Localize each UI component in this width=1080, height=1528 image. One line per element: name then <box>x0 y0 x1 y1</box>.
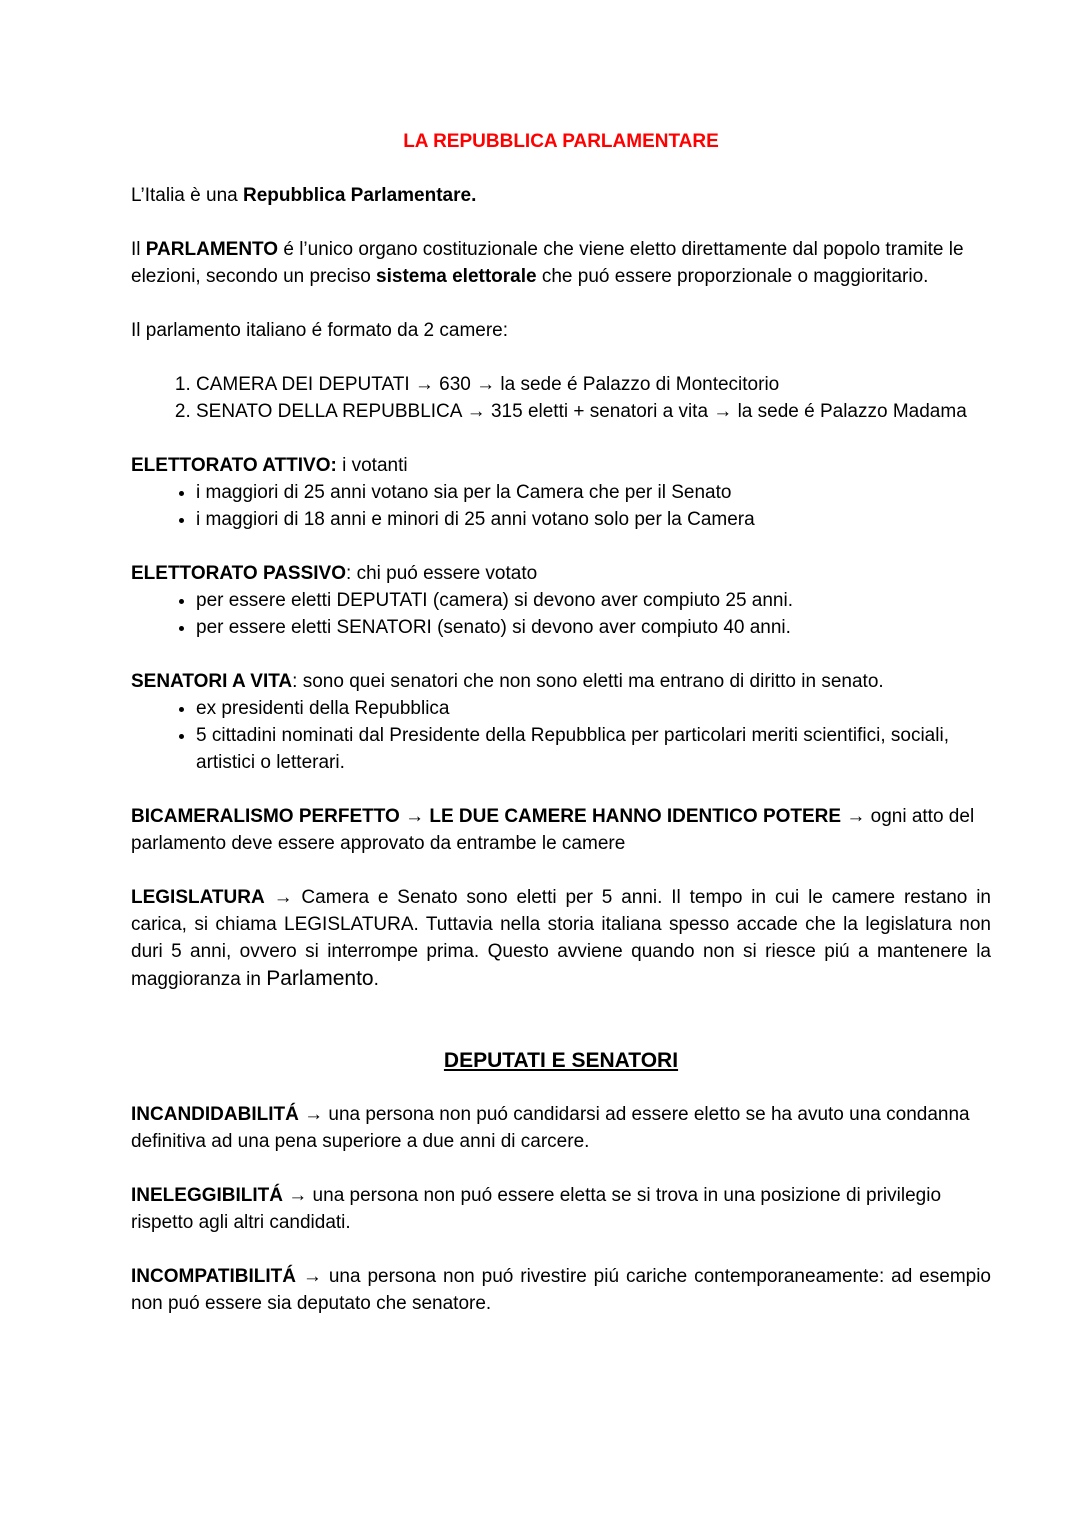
attivo-heading <box>131 452 991 479</box>
incompatibilita-text: → una persona non puó rivestire piú cariche contemporaneamente: ad esempio non puó essere sia deputato che senatore. <box>131 1266 991 1314</box>
camere-list <box>131 371 991 425</box>
document-page <box>131 128 991 1317</box>
attivo-text: i votanti <box>336 455 408 476</box>
camere-intro: Il parlamento italiano é formato da 2 camere: <box>131 320 509 341</box>
passivo-text: : chi puó essere votato <box>346 563 538 584</box>
incandidabilita-text: → una persona non puó candidarsi ad essere eletto se ha avuto una condanna definitiva ad una pena superiore a due anni di carcere. <box>131 1104 970 1152</box>
passivo-heading <box>131 560 991 587</box>
ineleggibilita-paragraph <box>131 1182 991 1236</box>
parlamento-post: che puó essere proporzionale o maggioritario. <box>536 266 929 287</box>
incompatibilita-paragraph <box>131 1263 991 1317</box>
attivo-list <box>131 479 991 533</box>
incandidabilita-label: INCANDIDABILITÁ <box>131 1104 299 1125</box>
parlamento-paragraph <box>131 236 991 290</box>
intro-paragraph <box>131 182 991 209</box>
legislatura-last-word: Parlamento <box>266 967 374 990</box>
passivo-label: ELETTORATO PASSIVO <box>131 563 347 584</box>
sistema-elettorale-bold: sistema elettorale <box>376 266 537 287</box>
list-item: 2. SENATO DELLA REPUBBLICA → 315 eletti + senatori a vita → la sede é Palazzo Madama <box>196 398 991 425</box>
legislatura-label: LEGISLATURA <box>131 887 265 908</box>
list-item: • i maggiori di 25 anni votano sia per la Camera che per il Senato <box>196 479 991 506</box>
legislatura-end: . <box>373 969 379 990</box>
parlamento-pre: Il <box>131 239 146 260</box>
incompatibilita-label: INCOMPATIBILITÁ <box>131 1266 296 1287</box>
list-item: • per essere eletti SENATORI (senato) si devono aver compiuto 40 anni. <box>196 614 991 641</box>
senatori-vita-heading <box>131 668 991 695</box>
section-title: DEPUTATI E SENATORI <box>443 1049 679 1072</box>
list-item: • 5 cittadini nominati dal Presidente della Repubblica per particolari meriti scientifici, sociali, artistici o letterari. <box>196 722 991 776</box>
intro-text: L’Italia è una <box>131 185 243 206</box>
intro-bold: Repubblica Parlamentare. <box>242 185 477 206</box>
list-item: • per essere eletti DEPUTATI (camera) si devono aver compiuto 25 anni. <box>196 587 991 614</box>
list-item: • ex presidenti della Repubblica <box>196 695 991 722</box>
list-item: 1. CAMERA DEI DEPUTATI → 630 → la sede é Palazzo di Montecitorio <box>196 371 991 398</box>
senatori-vita-text: : sono quei senatori che non sono eletti ma entrano di diritto in senato. <box>292 671 884 692</box>
bicameralismo-paragraph <box>131 803 991 857</box>
parlamento-bold: PARLAMENTO <box>145 239 279 260</box>
senatori-vita-label: SENATORI A VITA <box>131 671 293 692</box>
legislatura-text: → Camera e Senato sono eletti per 5 anni. Il tempo in cui le camere restano in carica, si chiama LEGISLATURA. Tuttavia nella storia italiana spesso accade che la legislatura non duri 5 anni, ovvero si interrompe prima. Questo avviene quando non si riesce piú a mantenere la maggioranza in <box>131 887 991 990</box>
page-title: LA REPUBBLICA PARLAMENTARE <box>403 131 719 152</box>
legislatura-paragraph <box>131 884 991 993</box>
passivo-list <box>131 587 991 641</box>
ineleggibilita-text: → una persona non puó essere eletta se si trova in una posizione di privilegio rispetto agli altri candidati. <box>131 1185 942 1233</box>
attivo-label: ELETTORATO ATTIVO: <box>131 455 337 476</box>
senatori-vita-list <box>131 695 991 776</box>
incandidabilita-paragraph <box>131 1101 991 1155</box>
bicameralismo-text: → ogni atto del parlamento deve essere approvato da entrambe le camere <box>131 806 975 854</box>
ineleggibilita-label: INELEGGIBILITÁ <box>131 1185 283 1206</box>
list-item: • i maggiori di 18 anni e minori di 25 anni votano solo per la Camera <box>196 506 991 533</box>
bicameralismo-bold: BICAMERALISMO PERFETTO → LE DUE CAMERE HANNO IDENTICO POTERE <box>131 806 842 827</box>
parlamento-mid: é l’unico organo costituzionale che viene eletto direttamente dal popolo tramite le elezioni, secondo un preciso <box>131 239 964 287</box>
